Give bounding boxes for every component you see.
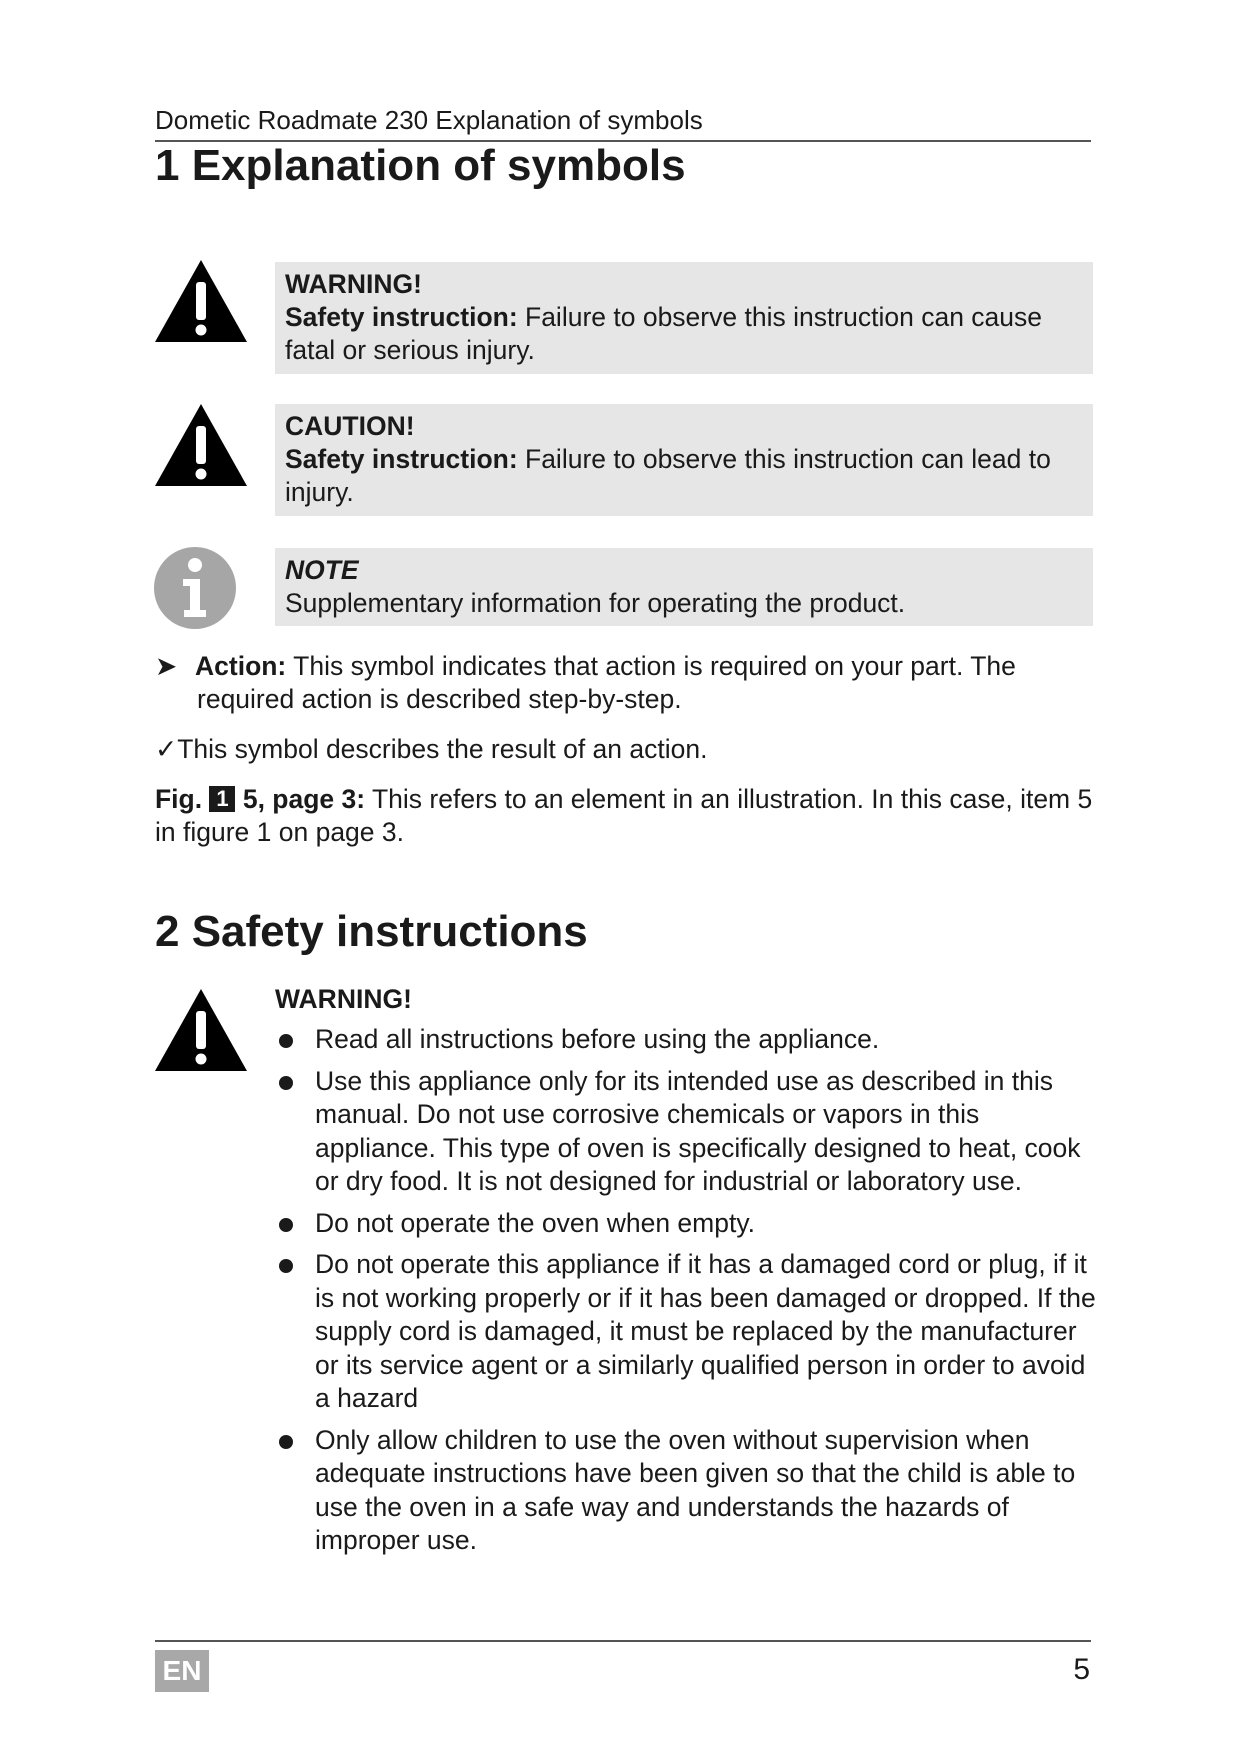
result-paragraph	[155, 733, 1095, 766]
list-item-text: Do not operate this appliance if it has a damaged cord or plug, if it is not working properly or if it has been damaged or dropped. If the supply cord is damaged, it must be replaced by the manufacturer or its service agent or a similarly qualified person in order to avoid a hazard	[315, 1249, 1096, 1413]
bullet-dot-icon	[279, 1076, 293, 1090]
bullet-dot-icon	[279, 1435, 293, 1449]
list-item	[275, 1023, 1100, 1057]
bullet-dot-icon	[279, 1259, 293, 1273]
caution-label: Safety instruction:	[285, 444, 518, 474]
list-item-text: Only allow children to use the oven without supervision when adequate instructions have been given so that the child is able to use the oven in a safe way and understands the hazards of improper use.	[315, 1424, 1076, 1555]
list-item	[275, 1248, 1100, 1416]
list-item-text: Do not operate the oven when empty.	[315, 1207, 755, 1238]
warning-triangle-icon	[153, 258, 249, 344]
action-text-line1: This symbol indicates that action is required on your part. The	[286, 651, 1016, 681]
figure-reference-paragraph	[155, 783, 1095, 849]
section-2-title: 2 Safety instructions	[155, 907, 588, 956]
info-circle-icon	[153, 546, 237, 630]
note-box	[275, 548, 1093, 626]
checkmark-icon: ✓	[155, 734, 178, 764]
caution-signal-word: CAUTION!	[285, 411, 415, 441]
warning-signal-word: WARNING!	[285, 269, 422, 299]
result-text: This symbol describes the result of an action.	[177, 734, 708, 764]
action-paragraph	[155, 650, 1095, 716]
safety-instructions-list	[275, 1023, 1100, 1566]
note-text: Supplementary information for operating the product.	[285, 588, 906, 618]
running-header: Dometic Roadmate 230 Explanation of symbols	[155, 104, 1091, 142]
bullet-dot-icon	[279, 1218, 293, 1232]
fig-label: Fig.	[155, 784, 203, 814]
safety-warning-triangle-icon	[153, 987, 249, 1073]
list-item	[275, 1065, 1100, 1199]
action-label: Action:	[195, 651, 287, 681]
fig-ref: 5, page 3:	[235, 784, 366, 814]
list-item	[275, 1424, 1100, 1558]
fig-text: This refers to an element in an illustration. In this case, item 5 in figure 1 on page 3.	[155, 784, 1093, 847]
caution-text: Failure to observe this instruction can lead to injury.	[285, 444, 1051, 507]
caution-triangle-icon	[153, 402, 249, 488]
warning-label: Safety instruction:	[285, 302, 518, 332]
footer-divider	[155, 1640, 1091, 1642]
bullet-dot-icon	[279, 1034, 293, 1048]
figure-number-box: 1	[209, 786, 235, 812]
list-item-text: Read all instructions before using the appliance.	[315, 1024, 880, 1054]
list-item	[275, 1207, 1100, 1241]
action-arrow-icon: ➤	[155, 651, 178, 681]
section-1-title: 1 Explanation of symbols	[155, 141, 686, 190]
caution-box	[275, 404, 1093, 516]
note-signal-word: NOTE	[285, 555, 359, 585]
warning-text: Failure to observe this instruction can cause fatal or serious injury.	[285, 302, 1043, 365]
safety-warning-signal-word: WARNING!	[275, 984, 412, 1014]
action-text-line2: required action is described step-by-step.	[197, 684, 682, 714]
list-item-text: Use this appliance only for its intended use as described in this manual. Do not use corrosive chemicals or vapors in this appliance. This type of oven is specifically designed to heat, cook or dry food. It is not designed for industrial or laboratory use.	[315, 1065, 1081, 1196]
language-badge: EN	[155, 1650, 209, 1692]
warning-box	[275, 262, 1093, 374]
page-number: 5	[1073, 1653, 1090, 1686]
